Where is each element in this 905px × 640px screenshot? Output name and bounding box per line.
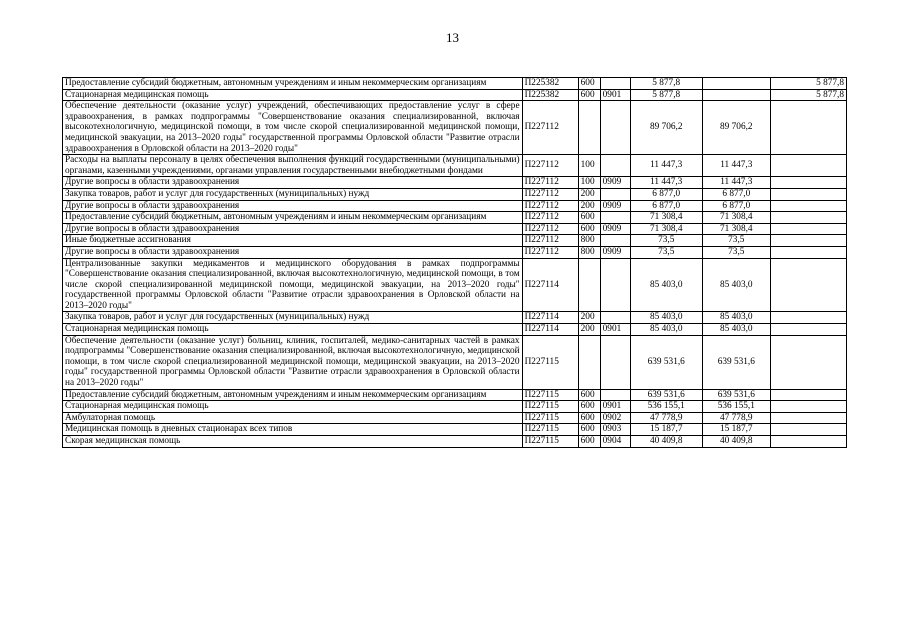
cell-total: 5 877,8 [630,78,702,90]
cell-amount-a: 639 531,6 [702,389,770,401]
cell-amount-a: 11 447,3 [702,155,770,177]
cell-target-code: П227115 [522,436,578,448]
cell-amount-a: 89 706,2 [702,101,770,155]
cell-name: Закупка товаров, работ и услуг для государственных (муниципальных) нужд [63,312,523,324]
cell-section: 0904 [600,436,630,448]
cell-name: Медицинская помощь в дневных стационарах всех типов [63,424,523,436]
cell-name: Закупка товаров, работ и услуг для государственных (муниципальных) нужд [63,188,523,200]
cell-expense-type: 200 [578,324,600,336]
cell-section [600,258,630,312]
cell-total: 5 877,8 [630,89,702,101]
cell-name: Другие вопросы в области здравоохранения [63,246,523,258]
cell-target-code: П225382 [522,78,578,90]
table-row [63,188,847,200]
table-row [63,246,847,258]
cell-section: 0901 [600,401,630,413]
cell-expense-type: 100 [578,177,600,189]
table-row [63,258,847,312]
cell-expense-type: 600 [578,424,600,436]
cell-section [600,101,630,155]
table-row [63,412,847,424]
cell-expense-type: 600 [578,212,600,224]
cell-name: Централизованные закупки медикаментов и медицинского оборудования в рамках подпрограммы "Совершенствование оказания специализированной, включая высокотехнологичную, медицинской помощи, в том числе скорой специализированной медицинской помощи, медицинской эвакуации, на 2013–2020 годы" государственной программы Орловской области "Развитие отрасли здравоохранения в Орловской области на 2013–2020 годы" [63,258,523,312]
cell-target-code: П227112 [522,155,578,177]
cell-amount-b [770,246,846,258]
cell-amount-b [770,258,846,312]
cell-amount-a: 85 403,0 [702,258,770,312]
cell-amount-a: 85 403,0 [702,324,770,336]
cell-amount-b [770,177,846,189]
cell-section: 0902 [600,412,630,424]
cell-target-code: П227115 [522,412,578,424]
cell-amount-b [770,312,846,324]
cell-total: 85 403,0 [630,312,702,324]
cell-target-code: П227112 [522,101,578,155]
cell-target-code: П227112 [522,246,578,258]
cell-expense-type: 600 [578,412,600,424]
cell-amount-b [770,101,846,155]
cell-amount-b [770,424,846,436]
cell-expense-type: 600 [578,89,600,101]
cell-target-code: П227112 [522,223,578,235]
cell-amount-b [770,155,846,177]
table-row [63,401,847,413]
cell-expense-type: 600 [578,223,600,235]
table-row [63,78,847,90]
cell-total: 71 308,4 [630,212,702,224]
cell-target-code: П227115 [522,401,578,413]
cell-name: Другие вопросы в области здравоохранения [63,177,523,189]
cell-name: Иные бюджетные ассигнования [63,235,523,247]
cell-expense-type: 600 [578,401,600,413]
cell-amount-b [770,324,846,336]
cell-amount-a: 73,5 [702,235,770,247]
cell-amount-a [702,78,770,90]
cell-amount-a: 536 155,1 [702,401,770,413]
cell-name: Предоставление субсидий бюджетным, автономным учреждениям и иным некоммерческим организациям [63,212,523,224]
cell-name: Обеспечение деятельности (оказание услуг) больниц, клиник, госпиталей, медико-санитарных частей в рамках подпрограммы "Совершенствование оказания специализированной, включая высокотехнологичную, медицинской помощи, в том числе скорой специализированной медицинской помощи, медицинской эвакуации, на 2013–2020 годы" государственной программы Орловской области "Развитие отрасли здравоохранения в Орловской области на 2013–2020 годы" [63,335,523,389]
cell-section: 0909 [600,200,630,212]
cell-total: 536 155,1 [630,401,702,413]
cell-amount-a: 85 403,0 [702,312,770,324]
cell-name: Обеспечение деятельности (оказание услуг) учреждений, обеспечивающих предоставление услуг в сфере здравоохранения, в рамках подпрограммы "Совершенствование оказания специализированной, включая высокотехнологичную, медицинской помощи, в том числе скорой специализированной медицинской помощи, медицинской эвакуации, на 2013–2020 годы" государственной программы Орловской области "Развитие отрасли здравоохранения в Орловской области на 2013–2020 годы" [63,101,523,155]
cell-expense-type: 100 [578,155,600,177]
cell-total: 85 403,0 [630,324,702,336]
cell-amount-a: 71 308,4 [702,212,770,224]
cell-target-code: П227115 [522,424,578,436]
cell-name: Стационарная медицинская помощь [63,324,523,336]
cell-expense-type: 600 [578,389,600,401]
cell-expense-type: 800 [578,235,600,247]
cell-total: 71 308,4 [630,223,702,235]
cell-name: Другие вопросы в области здравоохранения [63,200,523,212]
cell-total: 11 447,3 [630,155,702,177]
cell-section [600,312,630,324]
cell-name: Амбулаторная помощь [63,412,523,424]
cell-target-code: П225382 [522,89,578,101]
budget-table-body [63,78,847,448]
cell-total: 73,5 [630,246,702,258]
cell-section: 0901 [600,324,630,336]
cell-target-code: П227114 [522,258,578,312]
table-row [63,89,847,101]
table-row [63,324,847,336]
cell-section [600,155,630,177]
cell-amount-b [770,223,846,235]
cell-amount-a: 40 409,8 [702,436,770,448]
page-number: 13 [446,30,459,45]
cell-amount-a: 11 447,3 [702,177,770,189]
cell-name: Стационарная медицинская помощь [63,401,523,413]
table-row [63,424,847,436]
table-row [63,312,847,324]
cell-section [600,78,630,90]
cell-total: 639 531,6 [630,389,702,401]
cell-expense-type: 600 [578,78,600,90]
cell-total: 47 778,9 [630,412,702,424]
cell-amount-b [770,235,846,247]
cell-section [600,235,630,247]
table-row [63,223,847,235]
cell-total: 639 531,6 [630,335,702,389]
cell-amount-b [770,212,846,224]
cell-expense-type: 200 [578,200,600,212]
cell-section [600,212,630,224]
cell-name: Другие вопросы в области здравоохранения [63,223,523,235]
cell-amount-b [770,188,846,200]
cell-total: 11 447,3 [630,177,702,189]
cell-target-code: П227114 [522,312,578,324]
cell-name: Скорая медицинская помощь [63,436,523,448]
cell-section: 0909 [600,246,630,258]
table-row [63,177,847,189]
cell-section [600,188,630,200]
cell-section [600,335,630,389]
cell-amount-a: 6 877,0 [702,188,770,200]
cell-amount-b [770,401,846,413]
cell-target-code: П227112 [522,200,578,212]
cell-target-code: П227115 [522,389,578,401]
cell-amount-a: 639 531,6 [702,335,770,389]
cell-expense-type [578,335,600,389]
cell-expense-type: 800 [578,246,600,258]
cell-target-code: П227112 [522,235,578,247]
cell-amount-a: 73,5 [702,246,770,258]
cell-target-code: П227115 [522,335,578,389]
table-row [63,335,847,389]
cell-amount-a [702,89,770,101]
cell-amount-b [770,436,846,448]
cell-target-code: П227112 [522,188,578,200]
cell-amount-b: 5 877,8 [770,78,846,90]
table-row [63,155,847,177]
cell-expense-type [578,101,600,155]
table-row [63,235,847,247]
cell-name: Предоставление субсидий бюджетным, автономным учреждениям и иным некоммерческим организациям [63,389,523,401]
table-row [63,200,847,212]
cell-section [600,389,630,401]
cell-total: 85 403,0 [630,258,702,312]
cell-expense-type: 200 [578,188,600,200]
cell-section: 0903 [600,424,630,436]
table-row [63,436,847,448]
cell-total: 6 877,0 [630,188,702,200]
cell-amount-a: 47 778,9 [702,412,770,424]
cell-section: 0909 [600,177,630,189]
cell-expense-type [578,258,600,312]
table-row [63,212,847,224]
cell-name: Предоставление субсидий бюджетным, автономным учреждениям и иным некоммерческим организациям [63,78,523,90]
cell-expense-type: 600 [578,436,600,448]
cell-name: Стационарная медицинская помощь [63,89,523,101]
cell-amount-a: 15 187,7 [702,424,770,436]
cell-amount-b [770,335,846,389]
cell-target-code: П227112 [522,212,578,224]
cell-amount-b [770,200,846,212]
table-row [63,389,847,401]
cell-total: 40 409,8 [630,436,702,448]
cell-name: Расходы на выплаты персоналу в целях обеспечения выполнения функций государственными (муниципальными) органами, казенными учреждениями, органами управления государственными внебюджетными фондами [63,155,523,177]
cell-total: 73,5 [630,235,702,247]
cell-amount-a: 71 308,4 [702,223,770,235]
cell-total: 89 706,2 [630,101,702,155]
cell-section: 0909 [600,223,630,235]
cell-section: 0901 [600,89,630,101]
cell-target-code: П227114 [522,324,578,336]
cell-amount-b [770,389,846,401]
cell-total: 6 877,0 [630,200,702,212]
cell-expense-type: 200 [578,312,600,324]
budget-table [62,77,847,448]
cell-amount-a: 6 877,0 [702,200,770,212]
cell-amount-b: 5 877,8 [770,89,846,101]
cell-total: 15 187,7 [630,424,702,436]
table-row [63,101,847,155]
cell-target-code: П227112 [522,177,578,189]
cell-amount-b [770,412,846,424]
